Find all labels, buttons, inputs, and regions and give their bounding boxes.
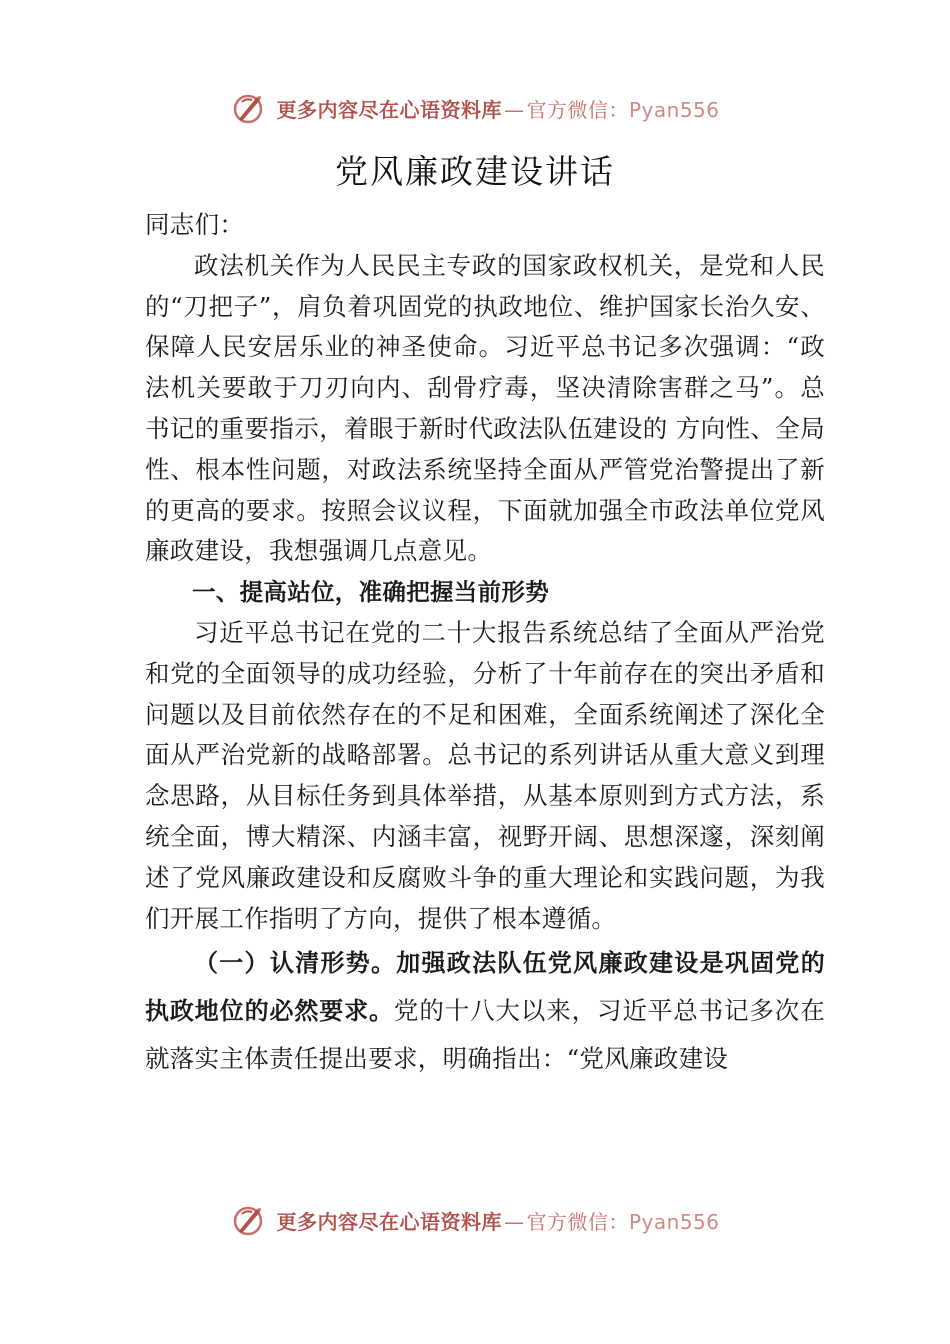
section-1-paragraph: 习近平总书记在党的二十大报告系统总结了全面从严治党和党的全面领导的成功经验，分析了十年前存在的突出矛盾和问题以及目前依然存在的不足和困难，全面系统阐述了深化全面从严治党新的战略部署。总书记的系列讲话从重大意义到理念思路，从目标任务到具体举措，从基本原则到方式方法，系统全面，博大精深、内涵丰富，视野开阔、思想深邃，深刻阐述了党风廉政建设和反腐败斗争的重大理论和实践问题，为我们开展工作指明了方向，提供了根本遵循。: [145, 617, 825, 933]
feather-pen-icon: [230, 90, 266, 126]
watermark-separator: —: [503, 97, 525, 122]
subsection-1-lead: （一）认清形势。加强政法队伍党风廉政建设是巩固党的执政地位的必然要求。: [145, 949, 825, 1026]
section-1-heading: 一、提高站位，准确把握当前形势: [192, 578, 549, 607]
watermark-brand: 更多内容尽在心语资料库: [276, 97, 502, 122]
watermark-handle: Pyan556: [628, 97, 720, 122]
subsection-1-text: 党的十八大以来，习近平总书记多次在就落实主体责任提出要求，明确指出：“党风廉政建设: [145, 996, 825, 1074]
header-watermark: [0, 88, 950, 128]
watermark-label: 官方微信：: [526, 1209, 629, 1234]
document-body: [145, 205, 825, 1083]
watermark-handle: Pyan556: [628, 1209, 720, 1234]
subsection-1-paragraph: [145, 939, 825, 1083]
feather-pen-icon: [230, 1202, 266, 1238]
footer-watermark: [0, 1200, 950, 1240]
salutation: 同志们：: [145, 210, 245, 239]
watermark-brand: 更多内容尽在心语资料库: [276, 1209, 502, 1234]
watermark-text: [276, 94, 719, 123]
watermark-text: [276, 1206, 719, 1235]
intro-paragraph: 政法机关作为人民民主专政的国家政权机关，是党和人民的“刀把子”，肩负着巩固党的执政地位、维护国家长治久安、保障人民安居乐业的神圣使命。习近平总书记多次强调：“政法机关要敢于刀刃向内、刮骨疗毒，坚决清除害群之马”。总书记的重要指示，着眼于新时代政法队伍建设的 方向性、全局性、根本性问题，对政法系统坚持全面从严管党治警提出了新的更高的要求。按照会议议程，下面就加强全市政法单位党风廉政建设，我想强调几点意见。: [145, 250, 825, 566]
watermark-separator: —: [503, 1209, 525, 1234]
watermark-label: 官方微信：: [526, 97, 629, 122]
document-title: 党风廉政建设讲话: [335, 152, 615, 191]
